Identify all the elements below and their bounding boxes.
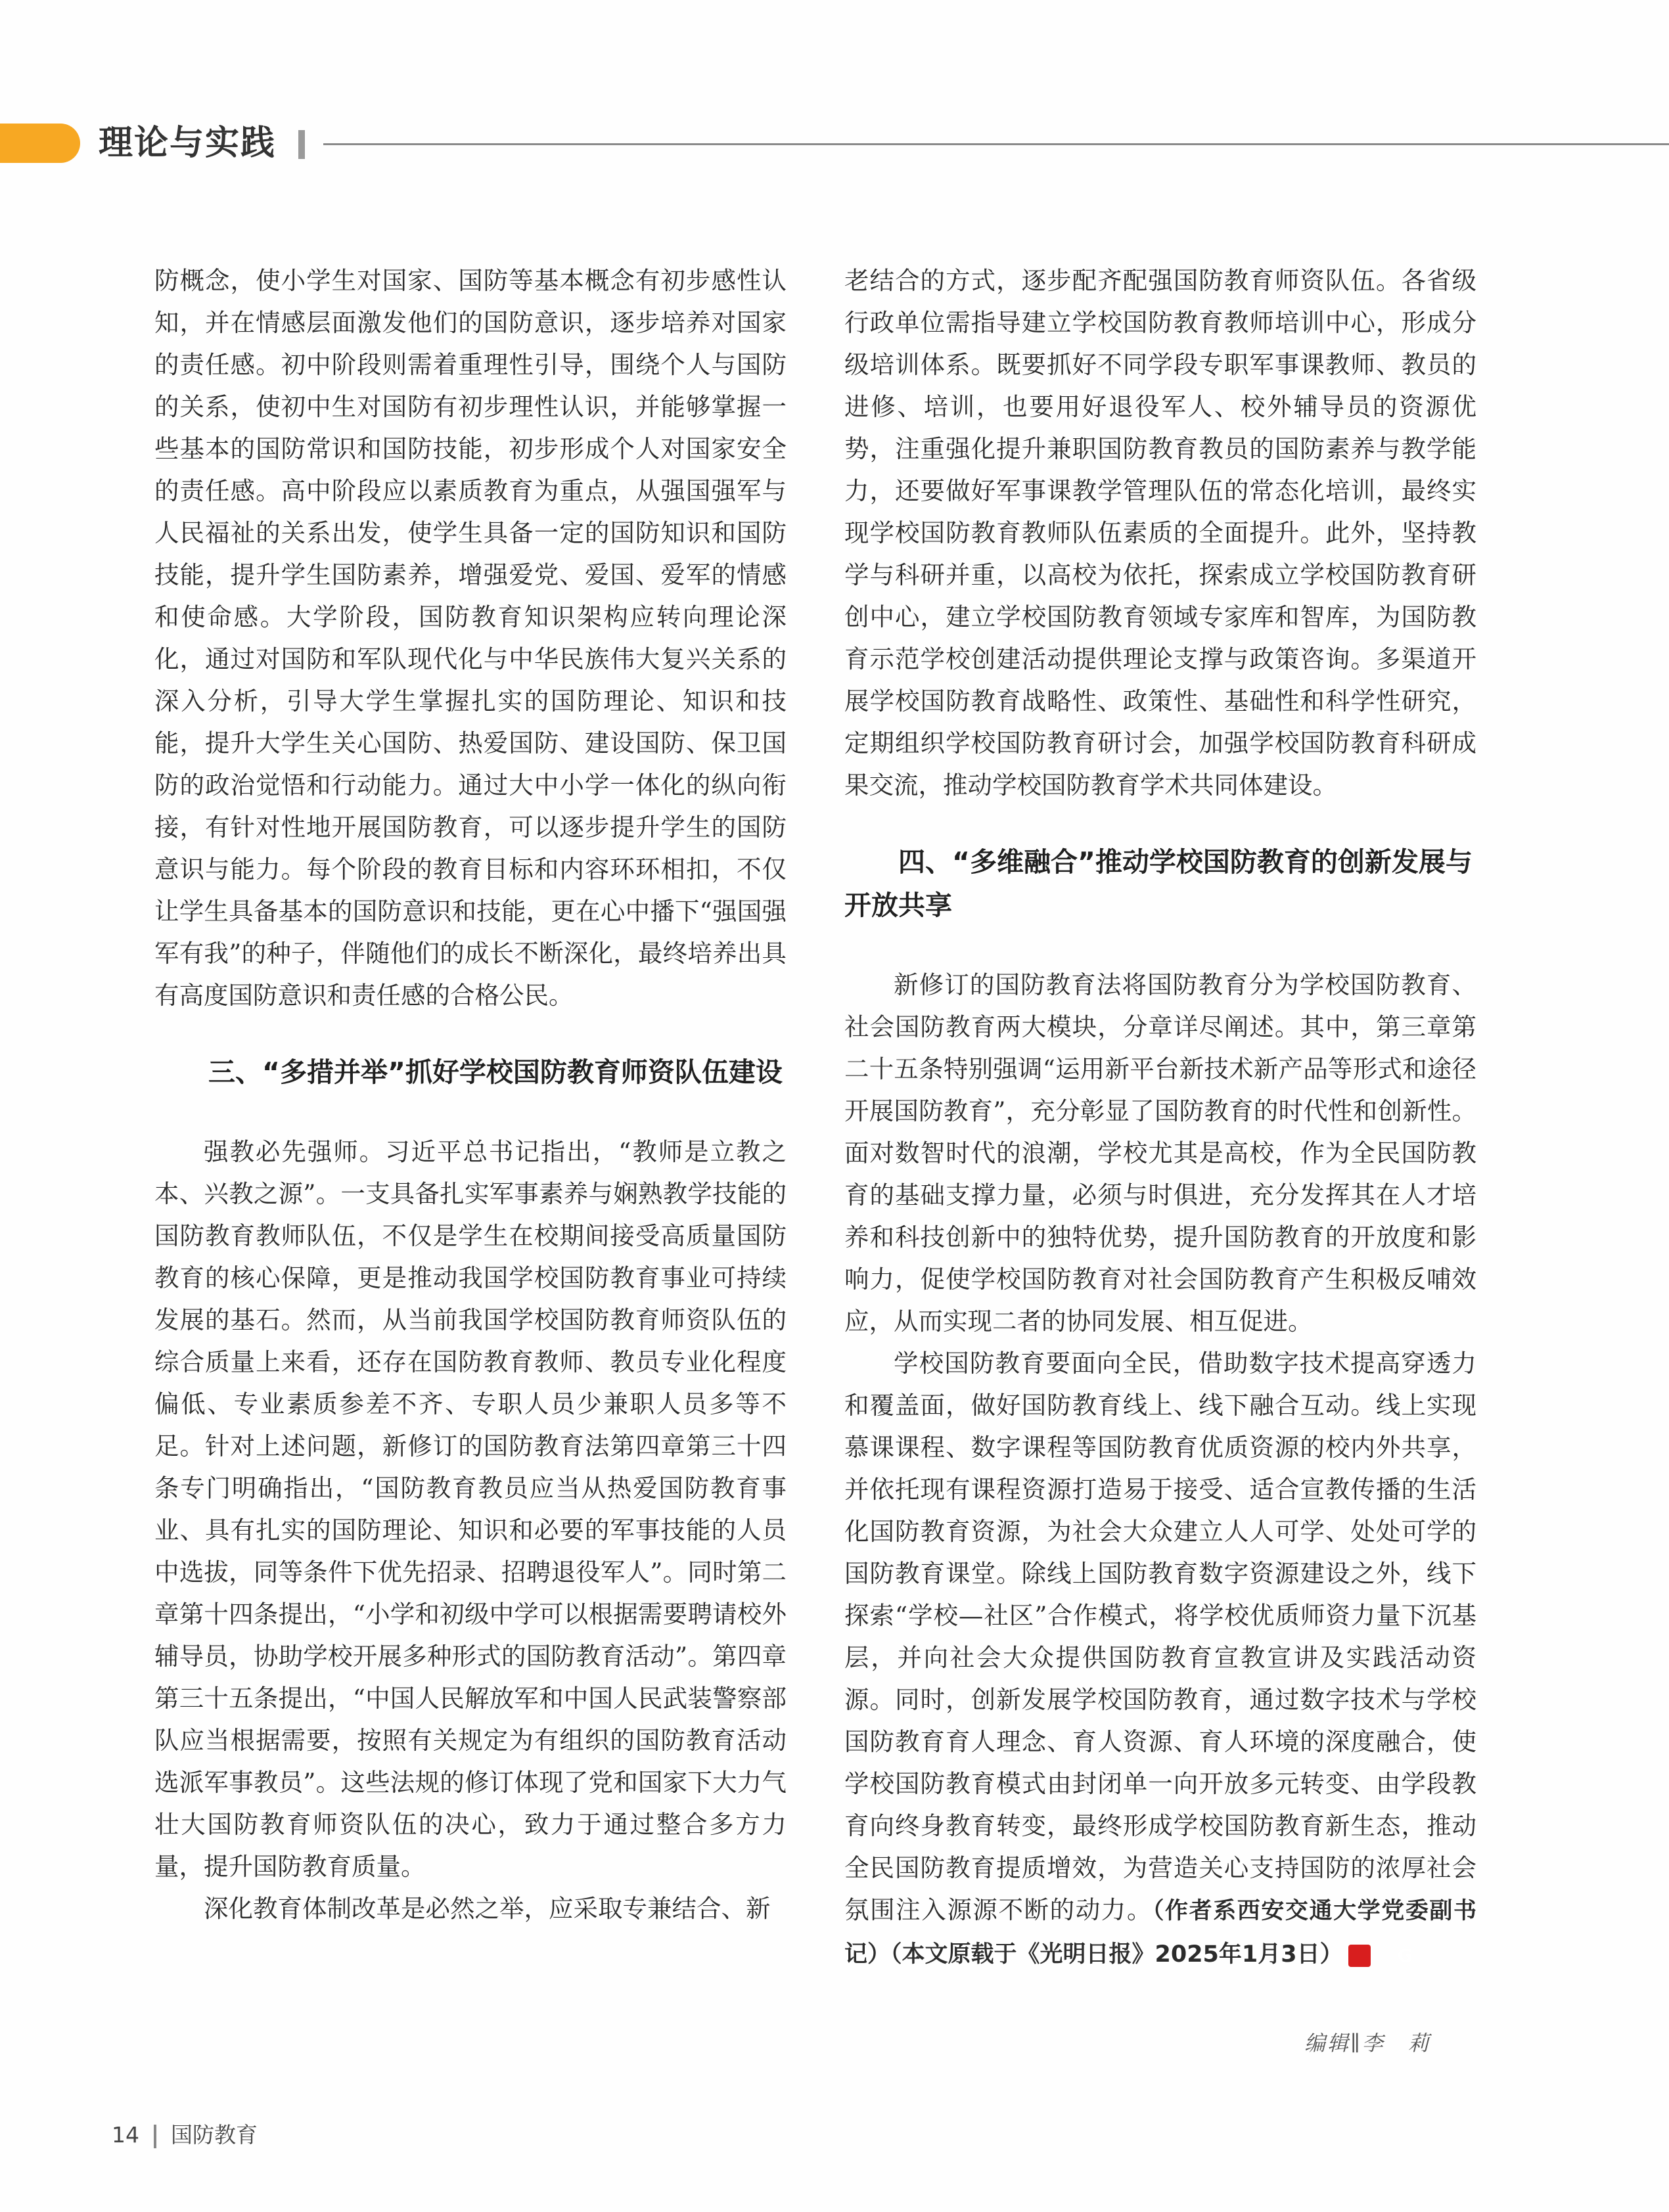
section-title: 理论与实践 <box>99 124 277 163</box>
left-column <box>154 260 787 1930</box>
spacer <box>844 806 1476 840</box>
header-rule <box>323 143 1669 145</box>
spacer <box>154 1016 787 1050</box>
spacer <box>844 927 1476 964</box>
right-paragraph-2: 新修订的国防教育法将国防教育分为学校国防教育、社会国防教育两大模块，分章详尽阐述。其中，第三章第二十五条特别强调“运用新平台新技术新产品等形式和途径开展国防教育”，充分彰显了国防教育的时代性和创新性。面对数智时代的浪潮，学校尤其是高校，作为全民国防教育的基础支撑力量，必须与时俱进，充分发挥其在人才培养和科技创新中的独特优势，提升国防教育的开放度和影响力，促使学校国防教育对社会国防教育产生积极反哺效应，从而实现二者的协同发展、相互促进。 <box>844 970 1476 1336</box>
footer-separator <box>154 2125 156 2148</box>
article-end-icon: G <box>1348 1945 1371 1967</box>
section-tab-accent <box>0 124 80 163</box>
spacer <box>154 1094 787 1131</box>
page-number: 14 <box>112 2122 139 2148</box>
right-paragraph-3-text: 学校国防教育要面向全民，借助数字技术提高穿透力和覆盖面，做好国防教育线上、线下融合互动。线上实现慕课课程、数字课程等国防教育优质资源的校内外共享，并依托现有课程资源打造易于接受、适合宣教传播的生活化国防教育资源，为社会大众建立人人可学、处处可学的国防教育课堂。除线上国防教育数字资源建设之外，线下探索“学校—社区”合作模式，将学校优质师资力量下沉基层，并向社会大众提供国防教育宣教宣讲及实践活动资源。同时，创新发展学校国防教育，通过数字技术与学校国防教育育人理念、育人资源、育人环境的深度融合，使学校国防教育模式由封闭单一向开放多元转变、由学段教育向终身教育转变，最终形成学校国防教育新生态，推动全民国防教育提质增效，为营造关心支持国防的浓厚社会氛围注入源源不断的动力。 <box>844 1349 1476 1924</box>
title-divider-mark <box>298 130 305 159</box>
left-paragraph-2: 强教必先强师。习近平总书记指出，“教师是立教之本、兴教之源”。一支具备扎实军事素养与娴熟教学技能的国防教育教师队伍，不仅是学生在校期间接受高质量国防教育的核心保障，更是推动我国学校国防教育事业可持续发展的基石。然而，从当前我国学校国防教育师资队伍的综合质量上来看，还存在国防教育教师、教员专业化程度偏低、专业素质参差不齐、专职人员少兼职人员多等不足。针对上述问题，新修订的国防教育法第四章第三十四条专门明确指出，“国防教育教员应当从热爱国防教育事业、具有扎实的国防理论、知识和必要的军事技能的人员中选拔，同等条件下优先招录、招聘退役军人”。同时第二章第十四条提出，“小学和初级中学可以根据需要聘请校外辅导员，协助学校开展多种形式的国防教育活动”。第四章第三十五条提出，“中国人民解放军和中国人民武装警察部队应当根据需要，按照有关规定为有组织的国防教育活动选派军事教员”。这些法规的修订体现了党和国家下大力气壮大国防教育师资队伍的决心，致力于通过整合多方力量，提升国防教育质量。 <box>154 1137 787 1881</box>
right-paragraph-3 <box>844 1342 1476 1975</box>
right-paragraph-1: 老结合的方式，逐步配齐配强国防教育师资队伍。各省级行政单位需指导建立学校国防教育教师培训中心，形成分级培训体系。既要抓好不同学段专职军事课教师、教员的进修、培训，也要用好退役军人、校外辅导员的资源优势，注重强化提升兼职国防教育教员的国防素养与教学能力，还要做好军事课教学管理队伍的常态化培训，最终实现学校国防教育教师队伍素质的全面提升。此外，坚持教学与科研并重，以高校为依托，探索成立学校国防教育研创中心，建立学校国防教育领域专家库和智库，为国防教育示范学校创建活动提供理论支撑与政策咨询。多渠道开展学校国防教育战略性、政策性、基础性和科学性研究，定期组织学校国防教育研讨会，加强学校国防教育科研成果交流，推动学校国防教育学术共同体建设。 <box>844 266 1476 800</box>
left-paragraph-1: 防概念，使小学生对国家、国防等基本概念有初步感性认知，并在情感层面激发他们的国防意识，逐步培养对国家的责任感。初中阶段则需着重理性引导，围绕个人与国防的关系，使初中生对国防有初步理性认识，并能够掌握一些基本的国防常识和国防技能，初步形成个人对国家安全的责任感。高中阶段应以素质教育为重点，从强国强军与人民福祉的关系出发，使学生具备一定的国防知识和国防技能，提升学生国防素养，增强爱党、爱国、爱军的情感和使命感。大学阶段，国防教育知识架构应转向理论深化，通过对国防和军队现代化与中华民族伟大复兴关系的深入分析，引导大学生掌握扎实的国防理论、知识和技能，提升大学生关心国防、热爱国防、建设国防、保卫国防的政治觉悟和行动能力。通过大中小学一体化的纵向衔接，有针对性地开展国防教育，可以逐步提升学生的国防意识与能力。每个阶段的教育目标和内容环环相扣，不仅让学生具备基本的国防意识和技能，更在心中播下“强国强军有我”的种子，伴随他们的成长不断深化，最终培养出具有高度国防意识和责任感的合格公民。 <box>154 266 787 1010</box>
heading-section-3: 三、“多措并举”抓好学校国防教育师资队伍建设 <box>208 1056 783 1088</box>
editor-credit: 编辑∥李 莉 <box>1304 2031 1431 2056</box>
left-paragraph-3: 深化教育体制改革是必然之举，应采取专兼结合、新 <box>204 1894 771 1923</box>
magazine-name: 国防教育 <box>171 2122 258 2148</box>
page-footer <box>112 2119 258 2152</box>
author-note: （作者系西安交通大学党委副书记）（本文原载于《光明日报》2025年1月3日） <box>844 1898 1476 1968</box>
heading-section-4: 四、“多维融合”推动学校国防教育的创新发展与开放共享 <box>844 846 1473 921</box>
right-column <box>844 260 1476 1975</box>
